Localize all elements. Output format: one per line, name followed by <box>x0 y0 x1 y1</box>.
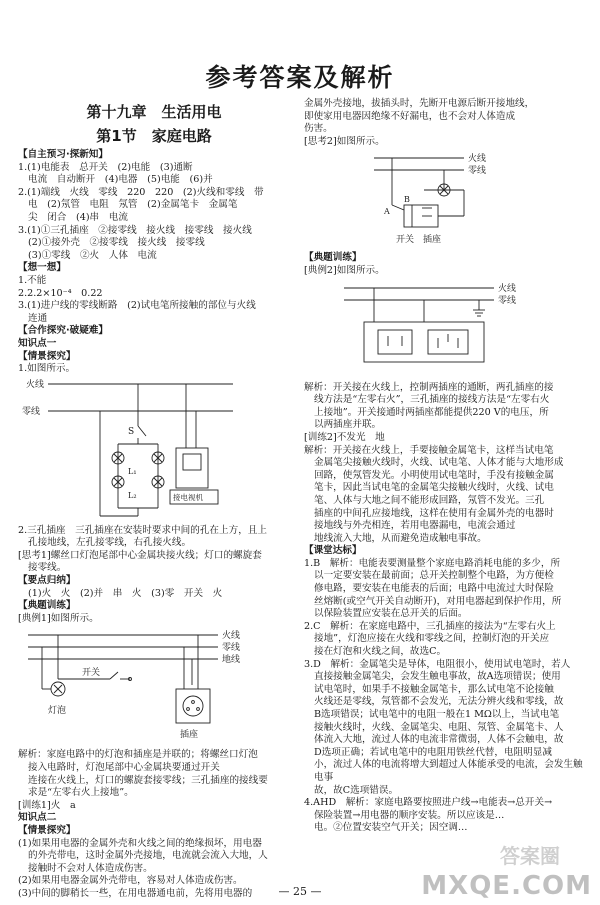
text-line: 接在灯泡和火线之间，故选C。 <box>314 646 447 658</box>
label-socket-2: 插座 <box>180 730 199 741</box>
circuit-figure-4 <box>304 280 564 380</box>
label-L1: L₁ <box>128 466 137 476</box>
watermark-logo: 答案圈 <box>500 844 560 868</box>
text-line: 笔、人体与大地之间不能形成回路，氖管不发光。三孔 <box>314 494 545 506</box>
text-line: 上接地”。开关接通时两插座都能提供220 V的电压，所 <box>314 406 549 418</box>
text-line: 伤害。 <box>304 123 333 135</box>
text-line: 的外壳带电，这时金属外壳接地，电流就会流入大地，人 <box>28 850 268 862</box>
section-heading: 【自主预习·探新知】 <box>18 149 108 160</box>
text-line: 体流入大地，流过人体的电流非常微弱，人体不会触电，故 <box>314 734 564 746</box>
text-line: 3.(1)①三孔插座 ②接零线 接火线 接零线 接火线 <box>18 224 252 236</box>
text-line: 3.D 解析：金属笔尖是导体，电阻很小，使用试电笔时，若人 <box>304 658 571 670</box>
text-line: 解析：家庭电路中的灯泡和插座是并联的；将螺丝口灯泡 <box>18 749 258 761</box>
text-line: 接地”，灯泡应接在火线和零线之间，控制灯泡的开关应 <box>314 633 550 645</box>
label-zero-2: 零线 <box>222 643 241 654</box>
text-line: 解析：开关接在火线上，手要接触金属笔卡，这样当试电笔 <box>304 444 554 456</box>
section-title: 第1节 家庭电路 <box>96 127 212 145</box>
section-heading: 【课堂达标】 <box>304 545 362 557</box>
text-line: 接零线。 <box>28 562 67 574</box>
text-line: [训练1]火 a <box>18 799 76 811</box>
text-line: 小，流过人体的电流将增大到超过人体能承受的电流，会发生触电事 <box>314 759 583 783</box>
text-line: [思考2]如图所示。 <box>304 135 385 147</box>
text-line: [典例1]如图所示。 <box>18 612 99 624</box>
section-heading: 【典题训练】 <box>18 600 76 612</box>
right-column <box>304 98 586 835</box>
text-line: [训练2]不发光 地 <box>304 431 385 443</box>
section-heading: 【想一想】 <box>18 262 66 274</box>
label-switch-socket-3: 开关 插座 <box>396 235 442 246</box>
text-line: 1.(1)电能表 总开关 (2)电能 (3)通断 <box>18 161 193 173</box>
text-line: 4.AHD 解析：家庭电路要按照进户线→电能表→总开关→ <box>304 797 553 809</box>
text-line: 解析：开关接在火线上，控制两插座的通断，两孔插座的接 <box>304 381 554 393</box>
text-line: 电流 自动断开 (4)电器 (5)电能 (6)并 <box>28 174 213 186</box>
left-body <box>18 149 290 901</box>
text-line: (2)如果用电器金属外壳带电，容易对人体造成伤害。 <box>18 875 243 887</box>
circuit-figure-1 <box>18 378 238 523</box>
text-line: 以两插座并联。 <box>314 419 382 431</box>
section-heading: 【情景探究】 <box>18 350 76 362</box>
text-line: 即使家用电器因绝缘不好漏电，也不会对人体造成 <box>304 110 516 122</box>
text-line: 接触时不会对人体造成伤害。 <box>28 862 153 874</box>
section-heading: 【合作探究·破疑难】 <box>18 325 108 337</box>
text-line: 以一定要安装在最前面；总开关控制整个电路，为方便检 <box>314 570 554 582</box>
text-line: 尖 闭合 (4)串 电流 <box>28 211 128 223</box>
label-A-3: A <box>384 207 390 217</box>
circuit-figure-3 <box>304 150 564 250</box>
circuit-figure-2 <box>18 627 268 747</box>
text-line: 接入电路时，灯泡尾部中心金属块要通过开关 <box>28 762 220 774</box>
text-line: 1.B 解析：电能表要测量整个家庭电路消耗电能的多少，所 <box>304 557 561 569</box>
text-line: 火线还是零线，氖管都不会发光，无法分辨火线和零线，故 <box>314 696 564 708</box>
label-fire-2: 火线 <box>222 631 241 642</box>
section-heading: 知识点一 <box>18 337 57 349</box>
text-line: 金属外壳接地，拔插头时，先断开电源后断开接地线， <box>304 98 535 109</box>
right-body <box>304 98 586 835</box>
text-line: (1)火 火 (2)并 串 火 (3)零 开关 火 <box>28 587 223 599</box>
page-number: — 25 — <box>278 885 322 898</box>
text-line: 2.三孔插座 三孔插座在安装时要求中间的孔在上方，且上 <box>18 524 267 536</box>
text-line: 2.(1)端线 火线 零线 220 220 (2)火线和零线 带 <box>18 186 264 198</box>
page-title: 参考答案及解析 <box>205 63 395 92</box>
section-heading: 【典题训练】 <box>304 252 362 264</box>
label-S: S <box>128 426 135 437</box>
text-line: 连通 <box>28 312 48 324</box>
text-line: B选项错误；试电笔中的电阻一般在1 MΩ以上，当试电笔 <box>314 709 560 720</box>
text-line: D选项正确；若试电笔中的电阻用铁丝代替，电阻明显减 <box>314 746 552 758</box>
text-line: (3)①零线 ②火 人体 电流 <box>28 249 157 261</box>
text-line: 电 (2)氖管 电阻 氖管 (2)金属笔卡 金属笔 <box>28 199 238 211</box>
text-line: 求是“左零右火上接地”。 <box>28 787 134 799</box>
text-line: 丝熔断(或空气开关自动断开)，对用电器起到保护作用，所 <box>314 595 562 607</box>
text-line: (2)①接外壳 ②接零线 接火线 接零线 <box>28 237 205 249</box>
text-line: 笔卡，因此当试电笔的金属笔尖接触火线时，火线、试电 <box>314 482 554 494</box>
text-line: 试电笔时，如果手不接触金属笔卡，那么试电笔不论接触 <box>314 683 554 695</box>
text-line: 插座的中间孔应接地线，这样在使用有金属外壳的电器时 <box>314 507 554 519</box>
label-L2: L₂ <box>128 490 137 500</box>
label-bulb-2: 灯泡 <box>48 706 67 717</box>
text-line: 线方法是“左零右火”，三孔插座的接线方法是“左零右火 <box>314 394 550 406</box>
text-line: 1.不能 <box>18 274 47 286</box>
text-line: [典例2]如图所示。 <box>304 264 385 276</box>
text-line: 金属笔尖接触火线时，火线、试电笔、人体才能与大地形成 <box>314 457 564 469</box>
text-line: 回路，使氖管发光。小明使用试电笔时，手没有接触金属 <box>314 469 554 481</box>
text-line: 接触火线时，火线、金属笔尖、电阻、氖管、金属笔卡、人 <box>314 721 564 733</box>
text-line: 1.如图所示。 <box>18 363 76 375</box>
text-line: 地线流入大地，从而避免造成触电事故。 <box>314 532 487 544</box>
text-line: 接地线与外壳相连，若用电器漏电，电流会通过 <box>314 520 516 532</box>
label-switch-2: 开关 <box>82 668 101 679</box>
text-line: 修电路，要安装在电能表的后面；电路中电流过大时保险 <box>314 583 554 595</box>
text-line: 以保险装置应安装在总开关的后面。 <box>314 608 468 620</box>
text-line: [思考1]螺丝口灯泡尾部中心金属块接火线；灯口的螺旋套 <box>18 549 262 561</box>
label-earth-2: 地线 <box>222 655 241 666</box>
label-zero-3: 零线 <box>468 166 487 177</box>
text-line: 孔接地线，左孔接零线，右孔接火线。 <box>28 537 192 549</box>
label-zero-4: 零线 <box>498 295 517 306</box>
text-line: (1)如果用电器的金属外壳和火线之间的绝缘损坏，用电器 <box>18 837 262 849</box>
label-zero: 零线 <box>22 406 41 417</box>
text-line: 2.C 解析：在家庭电路中，三孔插座的接法为“左零右火上 <box>304 620 556 632</box>
text-line: (3)中间的脚稍长一些，在用电器通电前，先将用电器的 <box>18 887 253 899</box>
text-line: 3.(1)进户线的零线断路 (2)试电笔所接触的部位与火线 <box>18 300 256 312</box>
label-B-3: B <box>404 195 410 205</box>
label-fire: 火线 <box>26 379 45 390</box>
text-line: 连接在火线上，灯口的螺旋套接零线；三孔插座的接线要 <box>28 774 268 786</box>
section-heading: 【情景探究】 <box>18 825 76 836</box>
text-line: 电。②位置安装空气开关；因空调… <box>314 822 468 834</box>
label-machine: 接电视机 <box>173 492 203 502</box>
chapter-title: 第十九章 生活用电 <box>86 103 222 121</box>
watermark-url: MXQE.COM <box>421 871 592 901</box>
section-heading: 知识点二 <box>18 812 57 824</box>
label-fire-3: 火线 <box>468 154 487 165</box>
section-heading: 【要点归纳】 <box>18 575 76 587</box>
left-column <box>18 100 290 901</box>
text-line: 保险装置→用电器的顺序安装。所以应该是… <box>314 809 505 821</box>
text-line: 直接接触金属笔尖，会发生触电事故，故A选项错误；使用 <box>314 671 561 683</box>
text-line: 2.2.2×10⁻⁴ 0.22 <box>18 287 103 299</box>
text-line: 故，故C选项错误。 <box>314 784 399 796</box>
label-fire-4: 火线 <box>498 283 517 294</box>
